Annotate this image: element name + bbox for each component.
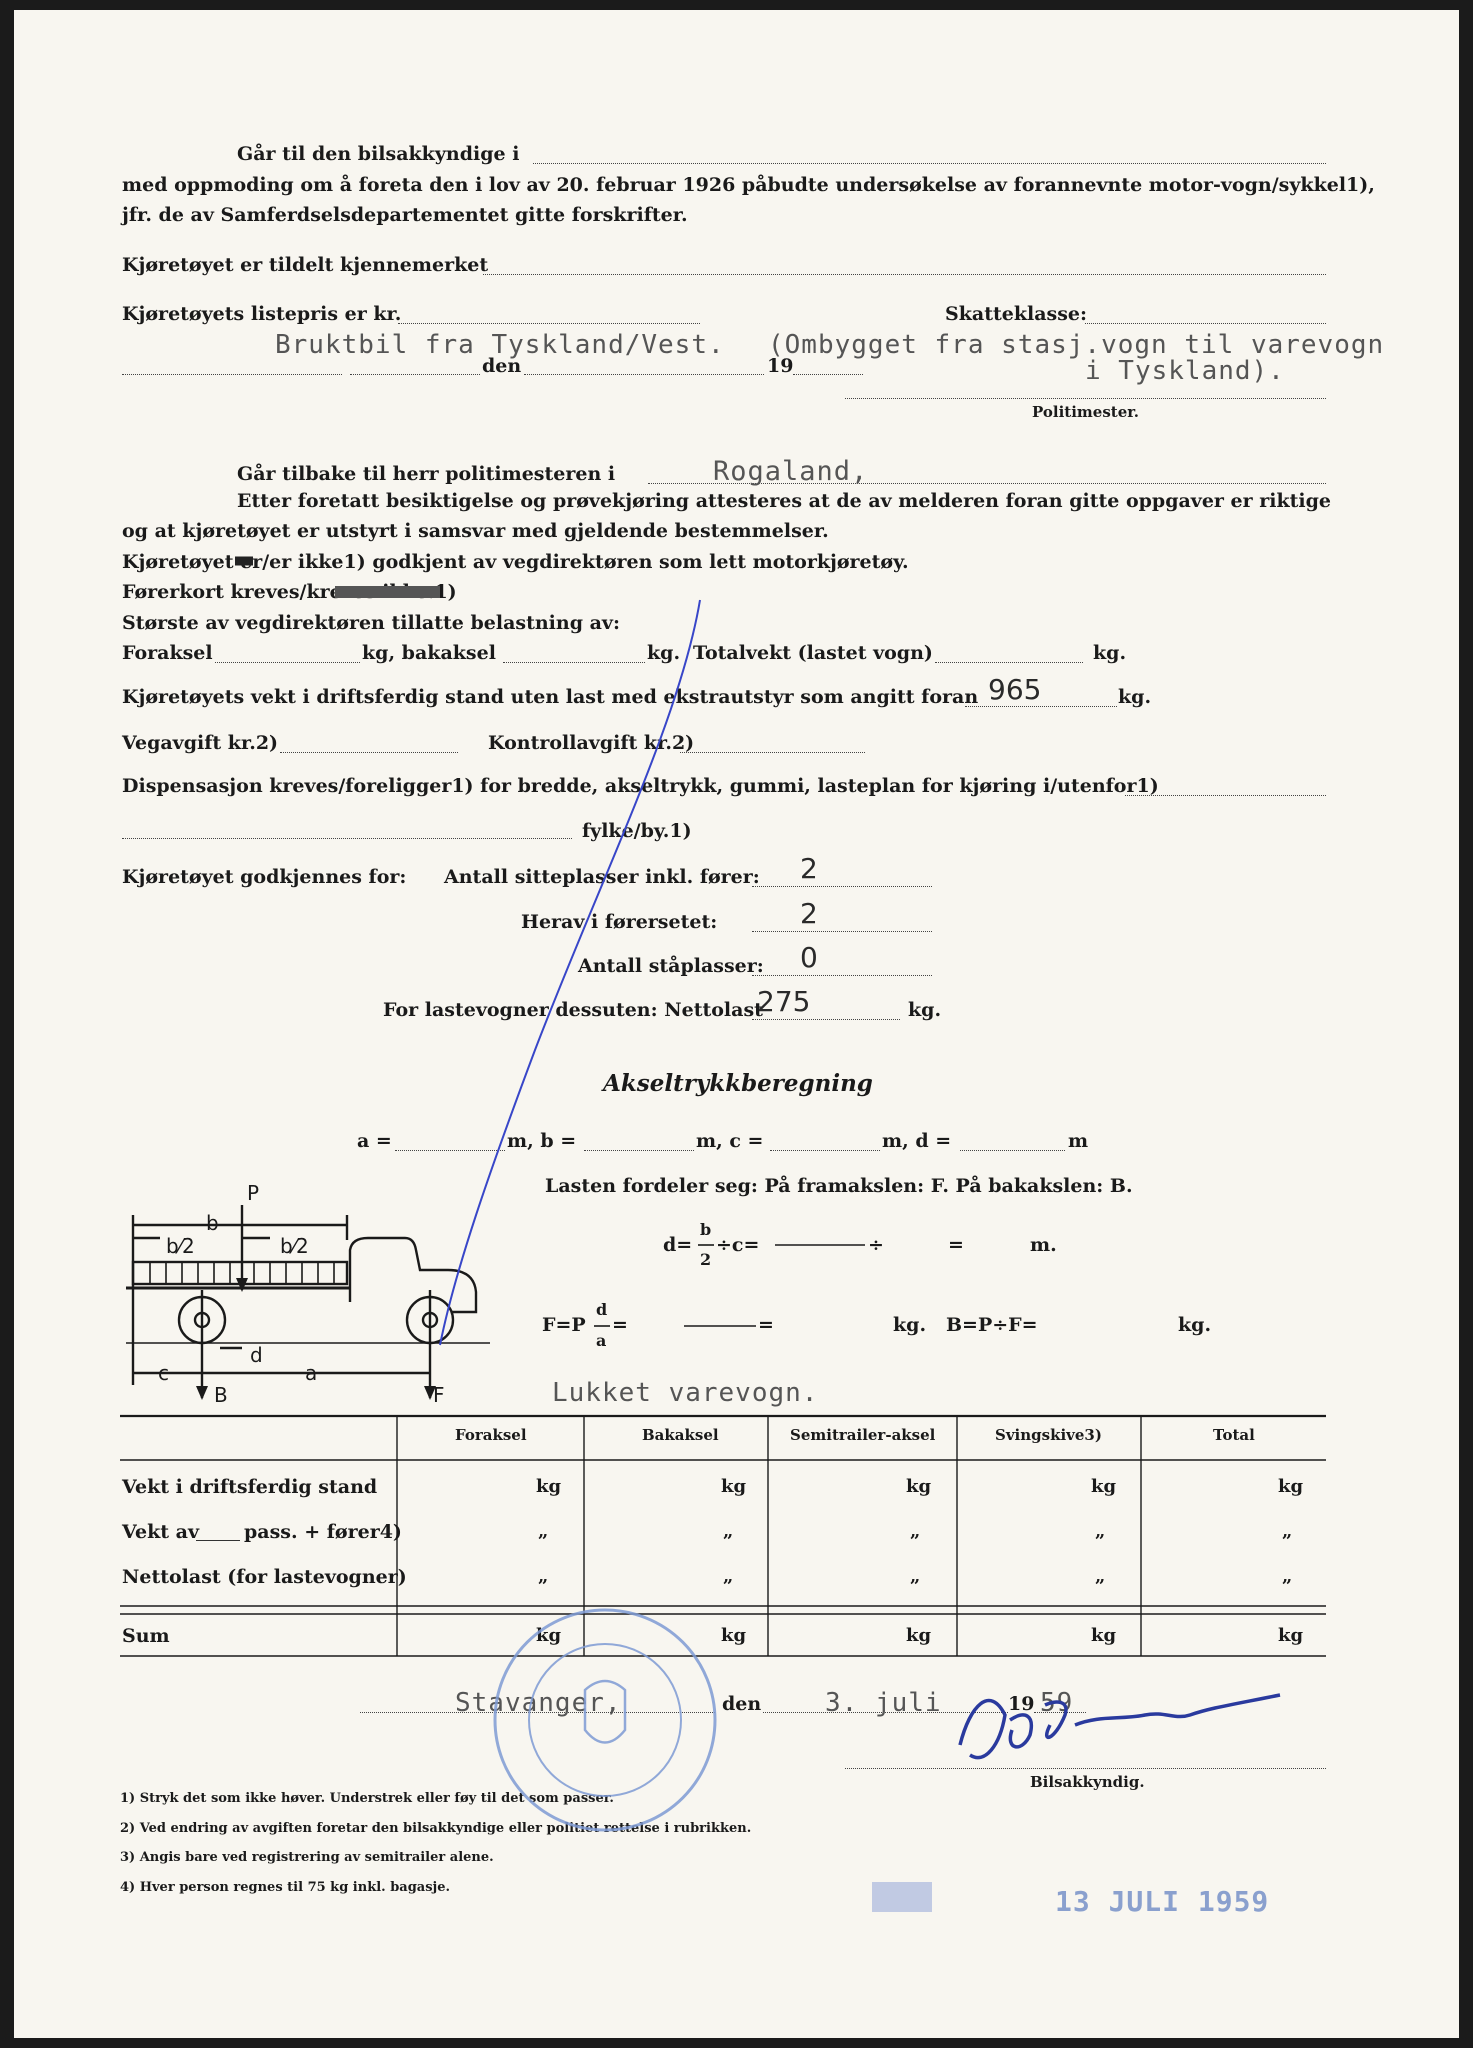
col-svingskive: Svingskive3) — [995, 1426, 1102, 1444]
col-total: Total — [1213, 1426, 1255, 1444]
diagram-label-a: a — [305, 1361, 318, 1385]
return-line6: Største av vegdirektøren tillatte belastning av: — [122, 612, 620, 634]
header-line3: jfr. de av Samferdselsdepartementet gitte forskrifter. — [122, 204, 688, 226]
archive-mark — [872, 1882, 932, 1912]
typed-note-1: Bruktbil fra Tyskland/Vest. — [275, 330, 725, 360]
return-line2: Etter foretatt besiktigelse og prøvekjøring attesteres at de av melderen foran gitte oppgaver er riktige — [237, 490, 1332, 512]
kontrollavgift-label: Kontrollavgift kr.2) — [488, 732, 695, 754]
diagram-label-b: b — [206, 1211, 219, 1235]
row-vekt-label: Vekt i driftsferdig stand — [122, 1476, 378, 1498]
godkjennes-label: Kjøretøyet godkjennes for: — [122, 866, 407, 888]
row-nettolast-label: Nettolast (for lastevogner) — [122, 1566, 407, 1588]
a-label: a = — [357, 1130, 392, 1152]
return-line5: Førerkort kreves/kreves ikke.1) — [122, 581, 457, 603]
bilsakkyndig-signature — [960, 1695, 1280, 1758]
typed-note-3: i Tyskland). — [1085, 356, 1285, 386]
row-pass-label-b: pass. + fører4) — [244, 1521, 402, 1543]
sign-year-prefix: 19 — [1008, 1693, 1035, 1715]
cell-pass-semi: „ — [910, 1521, 921, 1542]
diagram-label-f: F — [433, 1383, 445, 1407]
formula-d-left: d= — [663, 1234, 693, 1256]
col-semitrailer: Semitrailer-aksel — [790, 1426, 936, 1444]
m-label: m — [1068, 1130, 1089, 1152]
dispensasjon-label: Dispensasjon kreves/foreligger1) for bredde, akseltrykk, gummi, lasteplan for kjøring i/utenfor1) — [122, 775, 1159, 797]
blue-cancel-line — [440, 600, 700, 1345]
diagram-f-arrowhead — [424, 1386, 436, 1400]
kg-label-2: kg. — [1093, 642, 1127, 664]
stamp-crest — [585, 1681, 625, 1743]
fylke-label: fylke/by.1) — [582, 820, 692, 842]
diagram-label-c: c — [158, 1361, 169, 1385]
formula-m: m. — [1030, 1234, 1057, 1256]
return-line1: Går tilbake til herr politimesteren i — [237, 463, 616, 485]
formula-div: ÷ — [868, 1234, 884, 1256]
kg-label-4: kg. — [908, 999, 942, 1021]
weight-table-grid — [120, 1416, 1326, 1656]
diagram-label-b-half-right: b⁄2 — [280, 1234, 309, 1258]
formula-f-eq: = — [612, 1314, 628, 1336]
cell-pass-total: „ — [1282, 1521, 1293, 1542]
d-label: m, d = — [882, 1130, 952, 1152]
cell-netto-sving: „ — [1095, 1566, 1106, 1587]
diagram-label-p: P — [247, 1181, 260, 1205]
sign-date: 3. juli — [825, 1688, 942, 1718]
cell-sum-sving: kg — [1091, 1625, 1117, 1646]
kg-label-1: kg. — [647, 642, 681, 664]
formula-f-num: d — [596, 1300, 608, 1319]
sitteplasser-label: Antall sitteplasser inkl. fører: — [444, 866, 760, 888]
nettolast-value: 275 — [757, 985, 811, 1018]
forersetet-label: Herav i førersetet: — [521, 911, 718, 933]
bilsakkyndig-label: Bilsakkyndig. — [1030, 1773, 1145, 1791]
body-type: Lukket varevogn. — [552, 1378, 819, 1408]
lasten-text: Lasten fordeler seg: På framakslen: F. På bakakslen: B. — [545, 1175, 1133, 1197]
totalvekt-label: Totalvekt (lastet vogn) — [693, 642, 933, 664]
received-date-stamp: 13 JULI 1959 — [1055, 1885, 1270, 1918]
cell-sum-bakaksel: kg — [721, 1625, 747, 1646]
diagram-b-arrowhead — [196, 1386, 208, 1400]
footnote-3: 3) Angis bare ved registrering av semitrailer alene. — [120, 1850, 494, 1865]
formula-d-num: b — [700, 1220, 712, 1239]
formula-eq: = — [948, 1234, 964, 1256]
forersetet-value: 2 — [800, 897, 818, 930]
cell-vekt-sving: kg — [1091, 1476, 1117, 1497]
formula-d-rest: ÷c= — [716, 1234, 760, 1256]
axle-diagram — [126, 1205, 490, 1400]
cell-netto-bakaksel: „ — [723, 1566, 734, 1587]
cell-vekt-bakaksel: kg — [721, 1476, 747, 1497]
return-line3: og at kjøretøyet er utstyrt i samsvar med gjeldende bestemmelser. — [122, 520, 829, 542]
cell-sum-foraksel: kg — [536, 1625, 562, 1646]
formula-kg: kg. — [893, 1314, 927, 1336]
strike-marks — [235, 561, 440, 592]
diagram-label-d: d — [250, 1343, 263, 1367]
formula-f-left: F=P — [542, 1314, 586, 1336]
kg-label-3: kg. — [1118, 686, 1152, 708]
typed-note-2: (Ombygget fra stasj.vogn til varevogn — [768, 330, 1385, 360]
sign-year-suffix: 59 — [1040, 1688, 1074, 1718]
cell-pass-foraksel: „ — [538, 1521, 549, 1542]
vegavgift-label: Vegavgift kr.2) — [122, 732, 279, 754]
listepris-label: Kjøretøyets listepris er kr. — [122, 303, 402, 325]
vekt-label: Kjøretøyets vekt i driftsferdig stand uten last med ekstrautstyr som angitt foran — [122, 686, 979, 708]
cell-vekt-semi: kg — [906, 1476, 932, 1497]
cell-pass-sving: „ — [1095, 1521, 1106, 1542]
cell-sum-total: kg — [1278, 1625, 1304, 1646]
b-label: m, b = — [507, 1130, 577, 1152]
kg-bakaksel-label: kg, bakaksel — [362, 642, 496, 664]
cell-vekt-total: kg — [1278, 1476, 1304, 1497]
skatteklasse-label: Skatteklasse: — [945, 303, 1088, 325]
den-label: den — [482, 355, 522, 377]
footnote-2: 2) Ved endring av avgiften foretar den bilsakkyndige eller politiet rettelse i rubrikken. — [120, 1821, 752, 1836]
kjennemerke-label: Kjøretøyet er tildelt kjennemerket — [122, 254, 489, 276]
staplasser-label: Antall ståplasser: — [578, 955, 764, 977]
header-line2: med oppmoding om å foreta den i lov av 20. februar 1926 påbudte undersøkelse av forannevnte motor-vogn/sykkel1), — [122, 174, 1375, 196]
sign-place: Stavanger, — [455, 1688, 622, 1718]
formula-kg2: kg. — [1178, 1314, 1212, 1336]
sign-den-label: den — [722, 1693, 762, 1715]
diagram-label-bb: B — [214, 1383, 228, 1407]
col-foraksel: Foraksel — [455, 1426, 527, 1444]
vekt-value: 965 — [988, 673, 1042, 706]
sitteplasser-value: 2 — [800, 852, 818, 885]
footnote-1: 1) Stryk det som ikke høver. Understrek eller føy til det som passer. — [120, 1791, 614, 1806]
staplasser-value: 0 — [800, 941, 818, 974]
header-line1: Går til den bilsakkyndige i — [237, 143, 520, 165]
cell-vekt-foraksel: kg — [536, 1476, 562, 1497]
row-pass-label-a: Vekt av — [122, 1521, 199, 1543]
year-prefix: 19 — [767, 355, 794, 377]
cell-pass-bakaksel: „ — [723, 1521, 734, 1542]
row-sum-label: Sum — [122, 1625, 170, 1647]
official-stamp — [495, 1610, 715, 1830]
district-value: Rogaland, — [713, 456, 869, 487]
footnote-4: 4) Hver person regnes til 75 kg inkl. bagasje. — [120, 1880, 451, 1895]
formula-d-den: 2 — [700, 1250, 712, 1269]
axle-title: Akseltrykkberegning — [603, 1070, 873, 1097]
politimester-label: Politimester. — [1032, 403, 1139, 421]
formula-b: B=P÷F= — [946, 1314, 1038, 1336]
formula-f-den: a — [596, 1331, 607, 1350]
return-line4: Kjøretøyet er/er ikke1) godkjent av vegdirektøren som lett motorkjøretøy. — [122, 551, 909, 573]
foraksel-label: Foraksel — [122, 642, 213, 664]
cell-netto-total: „ — [1282, 1566, 1293, 1587]
c-label: m, c = — [696, 1130, 764, 1152]
nettolast-label: For lastevogner dessuten: Nettolast — [383, 999, 763, 1021]
col-bakaksel: Bakaksel — [642, 1426, 719, 1444]
diagram-label-b-half-left: b⁄2 — [166, 1234, 195, 1258]
cell-netto-foraksel: „ — [538, 1566, 549, 1587]
formula-bars — [594, 1245, 865, 1326]
formula-f-eq2: = — [758, 1314, 774, 1336]
cell-sum-semi: kg — [906, 1625, 932, 1646]
cell-netto-semi: „ — [910, 1566, 921, 1587]
